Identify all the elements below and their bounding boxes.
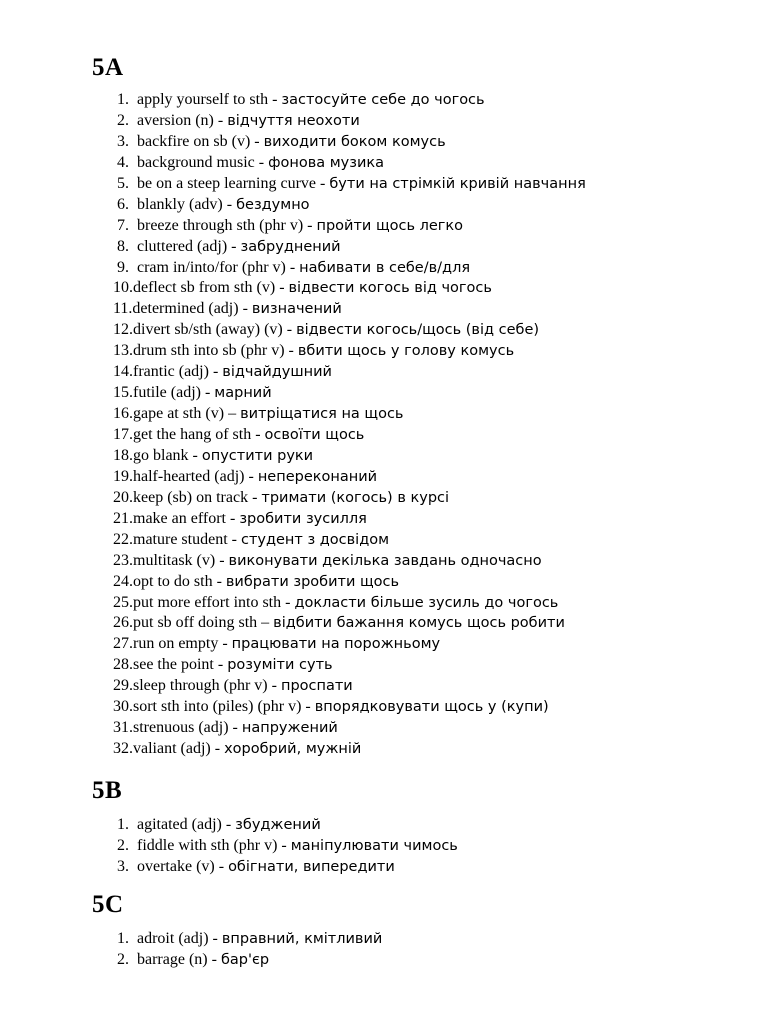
english-term: apply yourself to sth (137, 91, 269, 108)
list-item (0, 278, 768, 299)
english-term: aversion (n) (137, 111, 214, 129)
item-text (133, 530, 389, 551)
item-text (137, 929, 382, 950)
term-separator: - (277, 836, 291, 854)
term-separator: - (284, 342, 298, 360)
item-text (133, 697, 549, 718)
item-text (133, 446, 313, 467)
english-term: keep (sb) on track (133, 488, 249, 506)
term-separator: - (218, 635, 232, 653)
item-text (137, 857, 395, 878)
item-text (133, 739, 361, 760)
item-text (133, 718, 338, 739)
term-separator: - (208, 930, 222, 947)
item-text (132, 299, 341, 320)
ukrainian-translation: хоробрий, мужній (224, 741, 362, 758)
term-separator: – (257, 614, 274, 632)
item-number: 13. (113, 342, 133, 360)
term-separator: - (250, 132, 264, 150)
item-text (133, 362, 332, 383)
item-number: 30. (113, 698, 133, 716)
item-number: 3. (117, 857, 129, 875)
item-number: 6. (117, 195, 129, 213)
english-term: strenuous (adj) (133, 719, 229, 737)
item-number: 9. (117, 258, 129, 276)
list-item (0, 446, 768, 467)
term-separator: - (268, 91, 282, 108)
ukrainian-translation: опустити руки (201, 447, 314, 464)
ukrainian-translation: проспати (280, 678, 353, 695)
item-number: 11. (113, 300, 133, 318)
english-term: determined (adj) (132, 300, 239, 318)
item-number: 5. (117, 174, 129, 192)
item-text (137, 258, 470, 279)
item-number: 31. (113, 719, 133, 737)
item-text (133, 404, 403, 425)
ukrainian-translation: непереконаний (257, 468, 378, 485)
english-term: divert sb/sth (away) (v) (133, 321, 283, 339)
item-number: 7. (117, 216, 129, 234)
item-number: 27. (113, 635, 133, 653)
list-item (0, 857, 768, 878)
item-number: 23. (113, 551, 133, 569)
item-number: 17. (113, 426, 133, 443)
list-item (0, 718, 768, 739)
english-term: barrage (n) (137, 950, 208, 968)
item-text (137, 216, 463, 237)
ukrainian-translation: напружений (241, 720, 338, 737)
ukrainian-translation: вбити щось у голову комусь (297, 343, 515, 360)
term-separator: - (200, 384, 215, 402)
item-number: 2. (117, 111, 129, 129)
ukrainian-translation: бар'єр (220, 951, 270, 968)
item-text (133, 572, 399, 593)
english-term: mature student (133, 530, 228, 548)
term-separator: - (188, 446, 202, 464)
list-item (0, 697, 768, 718)
section-heading-5a: 5A (92, 54, 124, 81)
list-item (0, 195, 768, 216)
english-term: cram in/into/for (phr v) (137, 258, 286, 276)
item-text (133, 467, 377, 488)
english-term: fiddle with sth (phr v) (137, 836, 278, 854)
english-term: get the hang of sth (133, 426, 252, 443)
term-separator: - (282, 321, 297, 339)
vocab-list-5b (0, 815, 768, 878)
term-separator: – (224, 405, 241, 423)
ukrainian-translation: відбити бажання комусь щось робити (273, 615, 565, 632)
list-item (0, 613, 768, 634)
item-number: 1. (117, 930, 129, 947)
english-term: put sb off doing sth (133, 614, 258, 632)
ukrainian-translation: освоїти щось (264, 427, 365, 443)
item-number: 29. (113, 677, 133, 695)
ukrainian-translation: відчайдушний (222, 364, 332, 381)
term-separator: - (222, 195, 237, 213)
english-term: make an effort (133, 509, 226, 527)
list-item (0, 153, 768, 174)
item-text (137, 950, 269, 971)
item-number: 3. (117, 132, 129, 150)
term-separator: - (208, 363, 223, 381)
term-separator: - (215, 551, 229, 569)
list-item (0, 488, 768, 509)
english-term: futile (adj) (133, 384, 201, 402)
list-item (0, 404, 768, 425)
ukrainian-translation: фонова музика (268, 154, 385, 171)
ukrainian-translation: зробити зусилля (239, 510, 367, 527)
list-item (0, 655, 768, 676)
english-term: multitask (v) (133, 551, 216, 569)
item-text (137, 237, 341, 258)
term-separator: - (248, 488, 262, 506)
term-separator: - (227, 237, 241, 255)
item-text (137, 111, 360, 132)
item-text (133, 593, 558, 614)
term-separator: - (212, 572, 226, 590)
item-text (137, 153, 384, 174)
item-number: 26. (113, 614, 133, 632)
english-term: agitated (adj) (137, 816, 222, 833)
item-number: 14. (113, 363, 133, 381)
list-item (0, 551, 768, 572)
list-item (0, 593, 768, 614)
list-item (0, 383, 768, 404)
item-text (133, 655, 333, 676)
item-text (133, 341, 514, 362)
item-text (133, 551, 542, 572)
english-term: cluttered (adj) (137, 237, 228, 255)
item-text (133, 320, 539, 341)
english-term: sort sth into (piles) (phr v) (133, 698, 302, 716)
ukrainian-translation: маніпулювати чимось (290, 837, 458, 854)
ukrainian-translation: відчуття неохоти (227, 112, 360, 129)
ukrainian-translation: виходити боком комусь (263, 133, 446, 150)
english-term: backfire on sb (v) (137, 132, 251, 150)
ukrainian-translation: збуджений (235, 817, 321, 833)
list-item (0, 111, 768, 132)
item-number: 16. (113, 405, 133, 423)
item-text (133, 676, 353, 697)
item-text (137, 195, 310, 216)
term-separator: - (210, 740, 225, 758)
term-separator: - (207, 950, 221, 968)
english-term: go blank (133, 446, 189, 464)
english-term: opt to do sth (133, 572, 213, 590)
item-text (133, 425, 364, 446)
list-item (0, 425, 768, 446)
english-term: blankly (adv) (137, 195, 223, 213)
item-number: 8. (117, 237, 129, 255)
english-term: run on empty (133, 635, 219, 653)
vocab-list-5a (0, 90, 768, 760)
ukrainian-translation: відвести когось від чогось (288, 280, 492, 297)
item-text (137, 132, 446, 153)
list-item (0, 299, 768, 320)
ukrainian-translation: вправний, кмітливий (221, 931, 383, 947)
list-item (0, 341, 768, 362)
item-text (133, 488, 449, 509)
ukrainian-translation: розуміти суть (227, 657, 333, 674)
item-number: 2. (117, 950, 129, 968)
ukrainian-translation: застосуйте себе до чогось (281, 92, 485, 108)
section-heading-5b: 5B (92, 777, 123, 804)
list-item (0, 467, 768, 488)
english-term: half-hearted (adj) (133, 467, 245, 485)
list-item (0, 530, 768, 551)
term-separator: - (285, 258, 300, 276)
term-separator: - (213, 656, 228, 674)
ukrainian-translation: витріщатися на щось (240, 406, 404, 423)
english-term: valiant (adj) (133, 740, 211, 758)
item-text (137, 836, 458, 857)
list-item (0, 90, 768, 111)
term-separator: - (221, 816, 236, 833)
ukrainian-translation: докласти більше зусиль до чогось (294, 594, 559, 611)
term-separator: - (275, 279, 289, 297)
list-item (0, 929, 768, 950)
ukrainian-translation: студент з досвідом (240, 531, 390, 548)
term-separator: - (238, 300, 252, 318)
term-separator: - (214, 857, 229, 875)
term-separator: - (254, 153, 269, 171)
list-item (0, 258, 768, 279)
item-number: 10. (113, 279, 133, 297)
item-number: 18. (113, 446, 133, 464)
item-number: 1. (117, 816, 129, 833)
term-separator: - (251, 426, 265, 443)
english-term: overtake (v) (137, 857, 215, 875)
list-item (0, 132, 768, 153)
item-text (133, 634, 440, 655)
item-text (133, 613, 565, 634)
term-separator: - (213, 111, 228, 129)
item-number: 12. (113, 321, 133, 339)
item-number: 4. (117, 153, 129, 171)
list-item (0, 836, 768, 857)
item-number: 19. (113, 467, 133, 485)
term-separator: - (303, 216, 317, 234)
ukrainian-translation: вибрати зробити щось (225, 573, 400, 590)
ukrainian-translation: працювати на порожньому (231, 636, 441, 653)
english-term: see the point (133, 656, 214, 674)
item-text (137, 90, 485, 111)
term-separator: - (228, 719, 242, 737)
english-term: frantic (adj) (133, 363, 209, 381)
item-number: 2. (117, 836, 129, 854)
term-separator: - (227, 530, 241, 548)
item-number: 28. (113, 656, 133, 674)
item-number: 32. (113, 740, 133, 758)
item-text (133, 278, 492, 299)
item-text (137, 815, 321, 836)
ukrainian-translation: пройти щось легко (316, 217, 464, 234)
english-term: gape at sth (v) (133, 405, 225, 423)
list-item (0, 237, 768, 258)
english-term: drum sth into sb (phr v) (133, 342, 285, 360)
ukrainian-translation: відвести когось/щось (від себе) (296, 322, 540, 339)
term-separator: - (281, 593, 295, 611)
term-separator: - (316, 174, 330, 192)
ukrainian-translation: обігнати, випередити (228, 858, 395, 875)
item-number: 1. (117, 91, 129, 108)
item-number: 21. (113, 509, 133, 527)
ukrainian-translation: забруднений (240, 238, 341, 255)
english-term: adroit (adj) (137, 930, 209, 947)
list-item (0, 174, 768, 195)
item-number: 22. (113, 530, 133, 548)
ukrainian-translation: бездумно (236, 196, 310, 213)
term-separator: - (301, 698, 315, 716)
item-number: 15. (113, 384, 133, 402)
vocab-list-5c (0, 929, 768, 971)
ukrainian-translation: набивати в себе/в/для (299, 259, 471, 276)
english-term: deflect sb from sth (v) (133, 279, 276, 297)
english-term: put more effort into sth (133, 593, 282, 611)
english-term: breeze through sth (phr v) (137, 216, 304, 234)
item-text (137, 174, 586, 195)
english-term: background music (137, 153, 255, 171)
list-item (0, 739, 768, 760)
ukrainian-translation: впорядковувати щось у (купи) (314, 699, 549, 716)
list-item (0, 320, 768, 341)
english-term: be on a steep learning curve (137, 174, 317, 192)
list-item (0, 676, 768, 697)
list-item (0, 950, 768, 971)
ukrainian-translation: марний (214, 385, 272, 402)
term-separator: - (244, 467, 258, 485)
ukrainian-translation: виконувати декілька завдань одночасно (228, 552, 542, 569)
english-term: sleep through (phr v) (133, 677, 268, 695)
section-heading-5c: 5C (92, 891, 124, 918)
item-text (133, 383, 272, 404)
term-separator: - (226, 509, 240, 527)
list-item (0, 509, 768, 530)
ukrainian-translation: бути на стрімкій кривій навчання (329, 175, 586, 192)
list-item (0, 216, 768, 237)
list-item (0, 634, 768, 655)
list-item (0, 815, 768, 836)
term-separator: - (267, 677, 281, 695)
item-number: 24. (113, 572, 133, 590)
item-number: 25. (113, 593, 133, 611)
item-text (133, 509, 367, 530)
ukrainian-translation: визначений (251, 301, 342, 318)
list-item (0, 362, 768, 383)
ukrainian-translation: тримати (когось) в курсі (261, 489, 450, 506)
item-number: 20. (113, 488, 133, 506)
list-item (0, 572, 768, 593)
